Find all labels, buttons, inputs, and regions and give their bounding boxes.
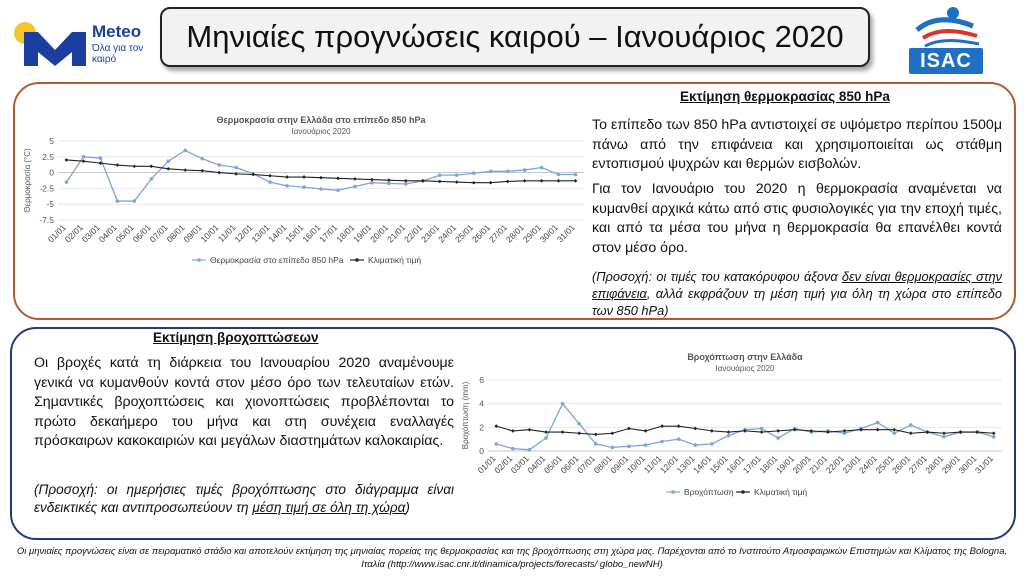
y-tick-label: 2.5 <box>42 151 54 162</box>
climate-point <box>455 180 459 184</box>
data-point <box>561 402 565 406</box>
x-tick-label: 14/01 <box>266 222 289 245</box>
x-tick-label: 27/01 <box>486 222 510 245</box>
climate-point <box>540 179 544 183</box>
climate-point <box>544 430 548 434</box>
x-tick-label: 28/01 <box>923 453 946 476</box>
x-tick-label: 24/01 <box>856 453 880 476</box>
climate-point <box>776 429 780 433</box>
data-point <box>455 173 459 177</box>
x-tick-label: 07/01 <box>147 222 170 245</box>
x-tick-label: 02/01 <box>492 453 515 476</box>
data-point <box>992 435 996 439</box>
climate-point <box>370 178 374 182</box>
climate-point <box>710 429 714 433</box>
x-tick-label: 11/01 <box>641 453 664 476</box>
data-point <box>387 182 391 186</box>
data-point <box>677 437 681 441</box>
legend-marker <box>197 258 201 262</box>
climate-point <box>892 428 896 432</box>
climate-point <box>200 169 204 173</box>
climate-point <box>528 428 532 432</box>
x-tick-label: 22/01 <box>402 222 425 245</box>
legend-label: Βροχόπτωση <box>684 487 734 497</box>
climate-point <box>217 171 221 175</box>
data-point <box>234 166 238 170</box>
temperature-note-underlined: δεν είναι θερμοκρασίες στην επιφάνεια <box>592 269 1002 301</box>
x-tick-label: 26/01 <box>890 453 913 476</box>
data-point <box>217 163 221 167</box>
climate-point <box>387 178 391 182</box>
data-point <box>876 421 880 425</box>
climate-point <box>574 179 578 183</box>
climate-point <box>133 164 137 168</box>
data-point <box>574 173 578 177</box>
temperature-paragraph-2: Για τον Ιανουάριο του 2020 η θερμοκρασία αναμένεται να κυμανθεί αρχικά κάτω από στις φυσιολογικές για την εποχή τιμές, και από τα μέσα του μήνα η θερμοκρασία θα επανέλθει κοντά στον μέσο όρο. <box>592 181 1002 256</box>
rainfall-heading: Εκτίμηση βροχοπτώσεων <box>153 330 319 345</box>
x-tick-label: 26/01 <box>469 222 493 245</box>
x-tick-label: 10/01 <box>198 222 221 245</box>
y-tick-label: 4 <box>479 398 484 409</box>
x-tick-label: 15/01 <box>283 222 306 245</box>
climate-point <box>404 179 408 183</box>
data-point <box>611 446 615 450</box>
data-point <box>336 188 340 192</box>
y-tick-label: 0 <box>479 446 484 456</box>
climate-point <box>319 176 323 180</box>
x-tick-label: 30/01 <box>537 222 560 245</box>
x-tick-label: 03/01 <box>79 222 102 245</box>
data-point <box>776 436 780 440</box>
series-line-1 <box>496 404 993 450</box>
y-tick-label: 0 <box>49 167 54 178</box>
climate-point <box>116 163 120 167</box>
data-point <box>438 173 442 177</box>
x-tick-label: 20/01 <box>790 453 813 476</box>
chart-subtitle: Ιανουάριος 2020 <box>291 127 351 136</box>
data-point <box>166 159 170 163</box>
legend-label: Κλιματική τιμή <box>754 487 808 497</box>
y-tick-label: -2.5 <box>39 183 54 194</box>
x-tick-label: 01/01 <box>475 453 498 476</box>
climate-point <box>594 433 598 437</box>
x-tick-label: 12/01 <box>232 222 255 245</box>
x-tick-label: 20/01 <box>368 222 391 245</box>
meteo-logo <box>6 12 156 64</box>
x-tick-label: 13/01 <box>249 222 272 245</box>
legend-marker <box>671 490 675 494</box>
x-tick-label: 09/01 <box>608 453 631 476</box>
x-tick-label: 10/01 <box>624 453 647 476</box>
climate-point <box>65 158 69 162</box>
data-point <box>577 422 581 426</box>
climate-point <box>166 167 170 171</box>
rainfall-chart <box>458 348 1008 508</box>
x-tick-label: 19/01 <box>774 453 797 476</box>
meteo-tagline: Όλα για τον καιρό <box>92 43 144 65</box>
climate-point <box>353 177 357 181</box>
climate-point <box>760 430 764 434</box>
x-tick-label: 16/01 <box>300 222 323 245</box>
x-tick-label: 04/01 <box>525 453 548 476</box>
x-tick-label: 08/01 <box>164 222 187 245</box>
x-tick-label: 07/01 <box>575 453 598 476</box>
isac-figure-icon <box>903 4 987 50</box>
x-tick-label: 30/01 <box>956 453 979 476</box>
x-tick-label: 14/01 <box>691 453 714 476</box>
y-axis-label: Βροχόπτωση (mm) <box>461 381 470 450</box>
data-point <box>909 423 913 427</box>
y-tick-label: 2 <box>479 422 484 433</box>
x-tick-label: 24/01 <box>436 222 459 245</box>
x-tick-label: 05/01 <box>541 453 565 476</box>
climate-point <box>644 429 648 433</box>
x-tick-label: 31/01 <box>973 453 996 476</box>
data-point <box>116 199 120 203</box>
climate-point <box>611 431 615 435</box>
x-tick-label: 27/01 <box>906 453 929 476</box>
data-point <box>472 171 476 175</box>
x-tick-label: 17/01 <box>317 222 340 245</box>
climate-point <box>926 430 930 434</box>
y-tick-label: 5 <box>49 136 54 146</box>
x-tick-label: 23/01 <box>419 222 442 245</box>
data-point <box>727 434 731 438</box>
series-line-1 <box>66 150 575 201</box>
meteo-m-icon <box>24 28 86 66</box>
climate-point <box>727 430 731 434</box>
x-tick-label: 11/01 <box>215 222 238 245</box>
x-tick-label: 21/01 <box>807 453 830 476</box>
x-tick-label: 06/01 <box>558 453 581 476</box>
data-point <box>511 447 515 451</box>
x-tick-label: 04/01 <box>96 222 119 245</box>
temperature-note <box>592 268 1002 319</box>
x-tick-label: 17/01 <box>740 453 763 476</box>
temperature-paragraph-1: Το επίπεδο των 850 hPa αντιστοιχεί σε υψόμετρο περίπου 1500μ πάνω από την επιφάνεια και χρησιμοποιείται ως στάθμη εντοπισμού ψυχρών και θερμών εισβολών. <box>592 117 1002 172</box>
x-tick-label: 16/01 <box>724 453 747 476</box>
climate-point <box>557 179 561 183</box>
climate-point <box>506 180 510 184</box>
temperature-chart <box>22 110 592 270</box>
data-point <box>302 185 306 189</box>
isac-brand: ISAC <box>909 48 983 74</box>
climate-point <box>336 176 340 180</box>
data-point <box>489 170 493 174</box>
climate-point <box>577 431 581 435</box>
x-tick-label: 29/01 <box>520 222 543 245</box>
legend-marker <box>741 490 745 494</box>
y-tick-label: 6 <box>479 375 484 385</box>
x-tick-label: 12/01 <box>657 453 681 476</box>
temperature-note-prefix: (Προσοχή: οι τιμές του κατακόρυφου άξονα <box>592 269 842 284</box>
data-point <box>82 155 86 159</box>
data-point <box>660 440 664 444</box>
x-tick-label: 09/01 <box>181 222 204 245</box>
legend-marker <box>355 258 359 262</box>
meteo-brand: Meteo <box>92 22 142 41</box>
x-tick-label: 05/01 <box>113 222 136 245</box>
data-point <box>65 180 69 184</box>
data-point <box>693 443 697 447</box>
data-point <box>268 180 272 184</box>
climate-point <box>421 179 425 183</box>
climate-point <box>149 164 153 168</box>
data-point <box>150 177 154 181</box>
footer-disclaimer: Οι μηνιαίες προγνώσεις είναι σε πειραματικό στάδιο και αποτελούν εκτίμηση της μηνιαίας πορείας της θερμοκρασίας και της βροχόπτωσης στη χώρα μας. Παρέχονται από το Ινστιτούτο Ατμοσφαιρικών Επιστημών και Κλίματος της Bologna, Ιταλία (http://www.isac.cnr.it/dinamica/projects/forecasts/ globo_newNH) <box>16 546 1008 570</box>
x-tick-label: 31/01 <box>554 222 577 245</box>
chart-title: Θερμοκρασία στην Ελλάδα στο επίπεδο 850 hPa <box>216 115 426 125</box>
x-tick-label: 02/01 <box>62 222 85 245</box>
data-point <box>99 156 103 160</box>
page-title: Μηνιαίες προγνώσεις καιρού – Ιανουάριος 2020 <box>186 19 844 54</box>
data-point <box>370 181 374 185</box>
climate-point <box>992 431 996 435</box>
x-tick-label: 06/01 <box>130 222 153 245</box>
climate-point <box>302 175 306 179</box>
data-point <box>183 149 187 153</box>
data-point <box>353 185 357 189</box>
data-point <box>544 436 548 440</box>
x-tick-label: 18/01 <box>757 453 780 476</box>
data-point <box>506 170 510 174</box>
x-tick-label: 23/01 <box>840 453 863 476</box>
x-tick-label: 29/01 <box>939 453 962 476</box>
chart-subtitle: Ιανουάριος 2020 <box>715 364 775 373</box>
rainfall-note-underlined: μέση τιμή σε όλη τη χώρα <box>252 500 406 515</box>
climate-point <box>438 180 442 184</box>
data-point <box>523 168 527 172</box>
climate-point <box>942 431 946 435</box>
data-point <box>494 442 498 446</box>
rainfall-paragraph: Οι βροχές κατά τη διάρκεια του Ιανουαρίου 2020 αναμένουμε γενικά να κυμανθούν κοντά στον μέσο όρο των τελευταίων ετών. Σημαντικές βροχοπτώσεις και χιονοπτώσεις προβλέπονται το πρώτο δεκαήμερο του μήνα και στη συνέχεια εναλλαγές πρόσκαιρων κακοκαιριών και μεγάλων διαστημάτων καλοκαιρίας. <box>34 355 454 449</box>
climate-point <box>82 159 86 163</box>
data-point <box>594 442 598 446</box>
data-point <box>892 431 896 435</box>
isac-logo <box>903 4 987 74</box>
legend-label: Κλιματική τιμή <box>368 255 422 265</box>
rainfall-note <box>34 481 454 517</box>
rainfall-note-suffix: ) <box>405 500 410 515</box>
data-point <box>760 427 764 431</box>
data-point <box>557 173 561 177</box>
y-axis-label: Θερμοκρασία (°C) <box>23 148 32 213</box>
x-tick-label: 22/01 <box>823 453 846 476</box>
climate-point <box>489 181 493 185</box>
temperature-heading: Εκτίμηση θερμοκρασίας 850 hPa <box>680 89 890 104</box>
climate-point <box>523 179 527 183</box>
climate-point <box>511 429 515 433</box>
data-point <box>133 199 137 203</box>
rainfall-note-prefix: (Προσοχή: οι ημερήσιες τιμές βροχόπτωσης στο διάγραμμα είναι ενδεικτικές και αντιπροσωπεύουν τη <box>34 482 454 515</box>
x-tick-label: 15/01 <box>707 453 730 476</box>
x-tick-label: 01/01 <box>45 222 68 245</box>
page-title-box <box>160 7 870 67</box>
data-point <box>285 184 289 188</box>
x-tick-label: 19/01 <box>351 222 374 245</box>
data-point <box>644 443 648 447</box>
climate-point <box>975 430 979 434</box>
climate-point <box>959 430 963 434</box>
x-tick-label: 08/01 <box>591 453 614 476</box>
data-point <box>319 187 323 191</box>
x-tick-label: 25/01 <box>453 222 476 245</box>
legend-label: Θερμοκρασία στο επίπεδο 850 hPa <box>210 255 344 265</box>
climate-point <box>909 431 913 435</box>
chart-title: Βροχόπτωση στην Ελλάδα <box>687 352 803 362</box>
x-tick-label: 03/01 <box>508 453 531 476</box>
x-tick-label: 25/01 <box>873 453 896 476</box>
climate-point <box>472 181 476 185</box>
x-tick-label: 18/01 <box>334 222 357 245</box>
x-tick-label: 13/01 <box>674 453 697 476</box>
temperature-note-suffix: , αλλά εκφράζουν τη μέση τιμή για όλη τη χώρα στο επίπεδο των 850 hPa) <box>592 286 1002 318</box>
data-point <box>404 182 408 186</box>
x-tick-label: 28/01 <box>503 222 527 245</box>
climate-point <box>876 428 880 432</box>
y-tick-label: -7.5 <box>39 215 54 225</box>
climate-point <box>561 430 565 434</box>
data-point <box>710 442 714 446</box>
y-tick-label: -5 <box>46 199 54 210</box>
data-point <box>528 448 532 452</box>
climate-point <box>268 174 272 178</box>
data-point <box>540 166 544 170</box>
x-tick-label: 21/01 <box>385 222 408 245</box>
data-point <box>942 435 946 439</box>
data-point <box>627 444 631 448</box>
data-point <box>200 157 204 161</box>
climate-point <box>285 175 289 179</box>
climate-point <box>183 168 187 172</box>
